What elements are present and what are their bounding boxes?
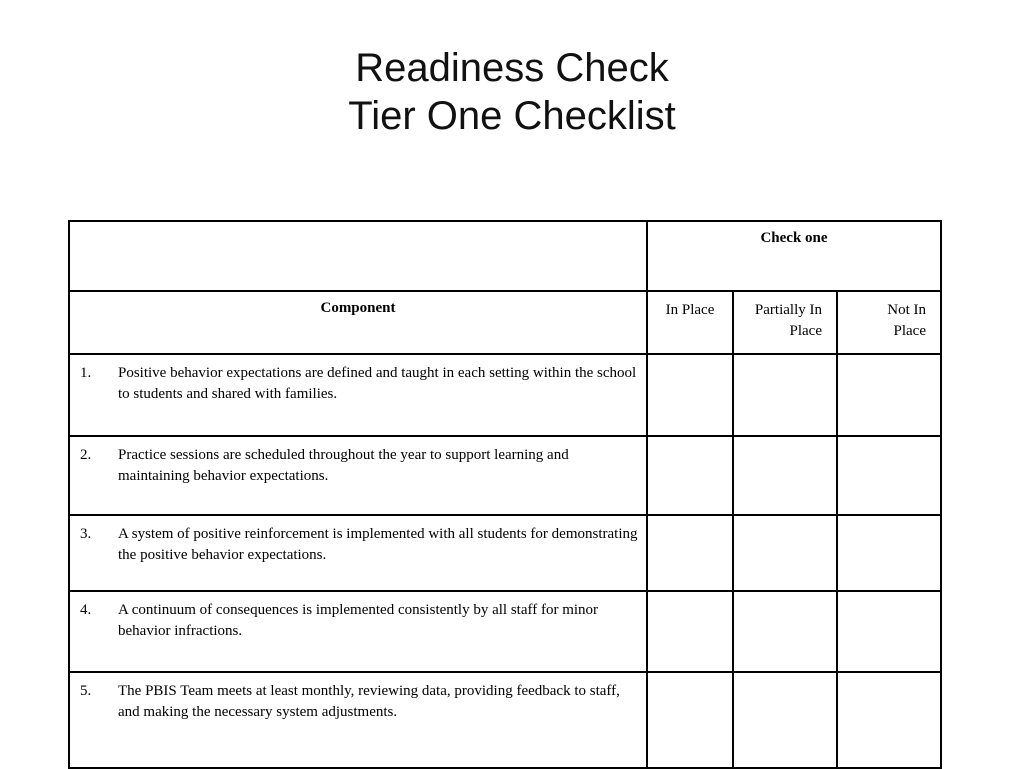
component-header: Component bbox=[69, 291, 647, 354]
slide-title bbox=[0, 44, 1024, 140]
table-row bbox=[69, 515, 941, 591]
column-header-row bbox=[69, 291, 941, 354]
partially-in-place-header bbox=[733, 291, 837, 354]
checklist-table bbox=[68, 220, 942, 769]
item-number: 5. bbox=[80, 683, 92, 699]
not-header-line-2: Place bbox=[893, 323, 926, 339]
item-number: 2. bbox=[80, 447, 92, 463]
in-place-checkbox-cell[interactable] bbox=[647, 354, 733, 436]
in-place-checkbox-cell[interactable] bbox=[647, 672, 733, 768]
table-row bbox=[69, 436, 941, 515]
title-line-2: Tier One Checklist bbox=[348, 94, 676, 138]
check-one-header: Check one bbox=[647, 221, 941, 291]
table-row bbox=[69, 591, 941, 672]
not-in-place-checkbox-cell[interactable] bbox=[837, 672, 941, 768]
partially-in-place-checkbox-cell[interactable] bbox=[733, 436, 837, 515]
in-place-checkbox-cell[interactable] bbox=[647, 515, 733, 591]
item-text: A system of positive reinforcement is implemented with all students for demonstrating the positive behavior expectations. bbox=[118, 526, 638, 563]
empty-header-cell bbox=[69, 221, 647, 291]
partially-in-place-checkbox-cell[interactable] bbox=[733, 672, 837, 768]
in-place-checkbox-cell[interactable] bbox=[647, 436, 733, 515]
component-cell bbox=[69, 672, 647, 768]
item-number: 3. bbox=[80, 526, 92, 542]
item-text: Positive behavior expectations are defined and taught in each setting within the school to students and shared with families. bbox=[118, 365, 637, 402]
in-place-checkbox-cell[interactable] bbox=[647, 591, 733, 672]
partially-header-line-1: Partially In bbox=[754, 302, 822, 318]
partially-in-place-checkbox-cell[interactable] bbox=[733, 591, 837, 672]
item-text: A continuum of consequences is implemented consistently by all staff for minor behavior infractions. bbox=[118, 602, 599, 639]
not-header-line-1: Not In bbox=[887, 302, 926, 318]
group-header-row bbox=[69, 221, 941, 291]
item-number: 4. bbox=[80, 602, 92, 618]
table-row bbox=[69, 672, 941, 768]
component-cell bbox=[69, 436, 647, 515]
in-place-header: In Place bbox=[647, 291, 733, 354]
partially-header-line-2: Place bbox=[789, 323, 822, 339]
partially-in-place-checkbox-cell[interactable] bbox=[733, 515, 837, 591]
not-in-place-header bbox=[837, 291, 941, 354]
component-cell bbox=[69, 591, 647, 672]
component-cell bbox=[69, 515, 647, 591]
item-text: Practice sessions are scheduled throughout the year to support learning and maintaining behavior expectations. bbox=[118, 447, 569, 484]
partially-in-place-checkbox-cell[interactable] bbox=[733, 354, 837, 436]
table-row bbox=[69, 354, 941, 436]
component-cell bbox=[69, 354, 647, 436]
not-in-place-checkbox-cell[interactable] bbox=[837, 515, 941, 591]
not-in-place-checkbox-cell[interactable] bbox=[837, 436, 941, 515]
not-in-place-checkbox-cell[interactable] bbox=[837, 354, 941, 436]
item-number: 1. bbox=[80, 365, 92, 381]
item-text: The PBIS Team meets at least monthly, reviewing data, providing feedback to staff, and making the necessary system adjustments. bbox=[118, 683, 620, 720]
title-line-1: Readiness Check bbox=[355, 46, 669, 90]
not-in-place-checkbox-cell[interactable] bbox=[837, 591, 941, 672]
